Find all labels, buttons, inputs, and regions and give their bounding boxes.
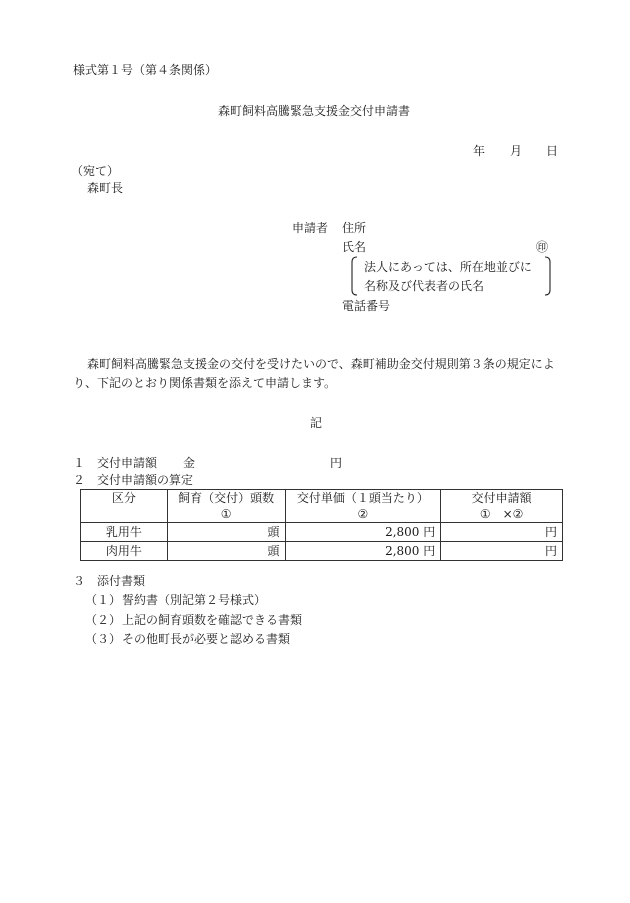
doc-item-number: （３） [85, 632, 122, 646]
ki-heading: 記 [310, 416, 323, 430]
table-header-row [81, 490, 563, 523]
date-month: 月 [510, 144, 523, 158]
calculation-table [80, 489, 563, 561]
header-unit-price-line1: 交付単価（１頭当たり） [296, 491, 429, 505]
item2-label: 交付申請額の算定 [97, 473, 194, 487]
row-unit-price: 2,800 円 [285, 542, 441, 561]
header-category-text: 区分 [111, 491, 136, 505]
row-category: 肉用牛 [81, 542, 168, 561]
header-amount [441, 490, 563, 523]
left-bracket [349, 256, 359, 296]
doc-item-text: 上記の飼育頭数を確認できる書類 [122, 613, 303, 627]
doc-item-text: 誓約書（別記第２号様式） [122, 593, 267, 607]
body-text-line2: り、下記のとおり関係書類を添えて申請します。 [73, 376, 337, 390]
row-unit-price: 2,800 円 [285, 523, 441, 542]
header-head-count-line2: ① [220, 507, 232, 521]
item3-number: ３ [73, 574, 86, 588]
doc-item-text: その他町長が必要と認める書類 [122, 632, 291, 646]
header-unit-price-line2: ② [357, 507, 369, 521]
date-day: 日 [546, 144, 559, 158]
row-head-count: 頭 [167, 542, 285, 561]
seal-mark: ㊞ [536, 240, 549, 254]
right-bracket [543, 256, 553, 296]
row-head-count: 頭 [167, 523, 285, 542]
applicant-label: 申請者 [292, 221, 329, 235]
doc-item-number: （１） [85, 593, 122, 607]
item1-label: 交付申請額 [97, 456, 158, 470]
document-title: 森町飼料高騰緊急支援金交付申請書 [218, 104, 411, 118]
addressee-to: （宛て） [71, 164, 120, 178]
doc-item-number: （２） [85, 613, 122, 627]
item2-number: ２ [73, 473, 86, 487]
item1-number: １ [73, 456, 86, 470]
item1-yen: 円 [330, 456, 343, 470]
header-head-count [167, 490, 285, 523]
item1-kin: 金 [183, 456, 196, 470]
row-amount: 円 [441, 523, 563, 542]
header-amount-line2: ① ×② [479, 507, 524, 521]
applicant-note-line1: 法人にあっては、所在地並びに [364, 260, 532, 274]
row-category: 乳用牛 [81, 523, 168, 542]
row-amount: 円 [441, 542, 563, 561]
header-category [81, 490, 168, 523]
applicant-name-label: 氏名 [342, 240, 367, 254]
header-unit-price [285, 490, 441, 523]
table-row [81, 542, 563, 561]
addressee-name: 森町長 [87, 181, 124, 195]
body-text-line1: 森町飼料高騰緊急支援金の交付を受けたいので、森町補助金交付規則第３条の規定によ [87, 357, 555, 371]
header-head-count-line1: 飼育（交付）頭数 [178, 491, 275, 505]
form-number: 様式第１号（第４条関係） [73, 63, 218, 77]
applicant-address-label: 住所 [342, 221, 367, 235]
applicant-phone-label: 電話番号 [342, 299, 391, 313]
date-year: 年 [473, 144, 486, 158]
header-amount-line1: 交付申請額 [471, 491, 532, 505]
applicant-note-line2: 名称及び代表者の氏名 [364, 279, 485, 293]
table-row [81, 523, 563, 542]
item3-label: 添付書類 [97, 574, 146, 588]
